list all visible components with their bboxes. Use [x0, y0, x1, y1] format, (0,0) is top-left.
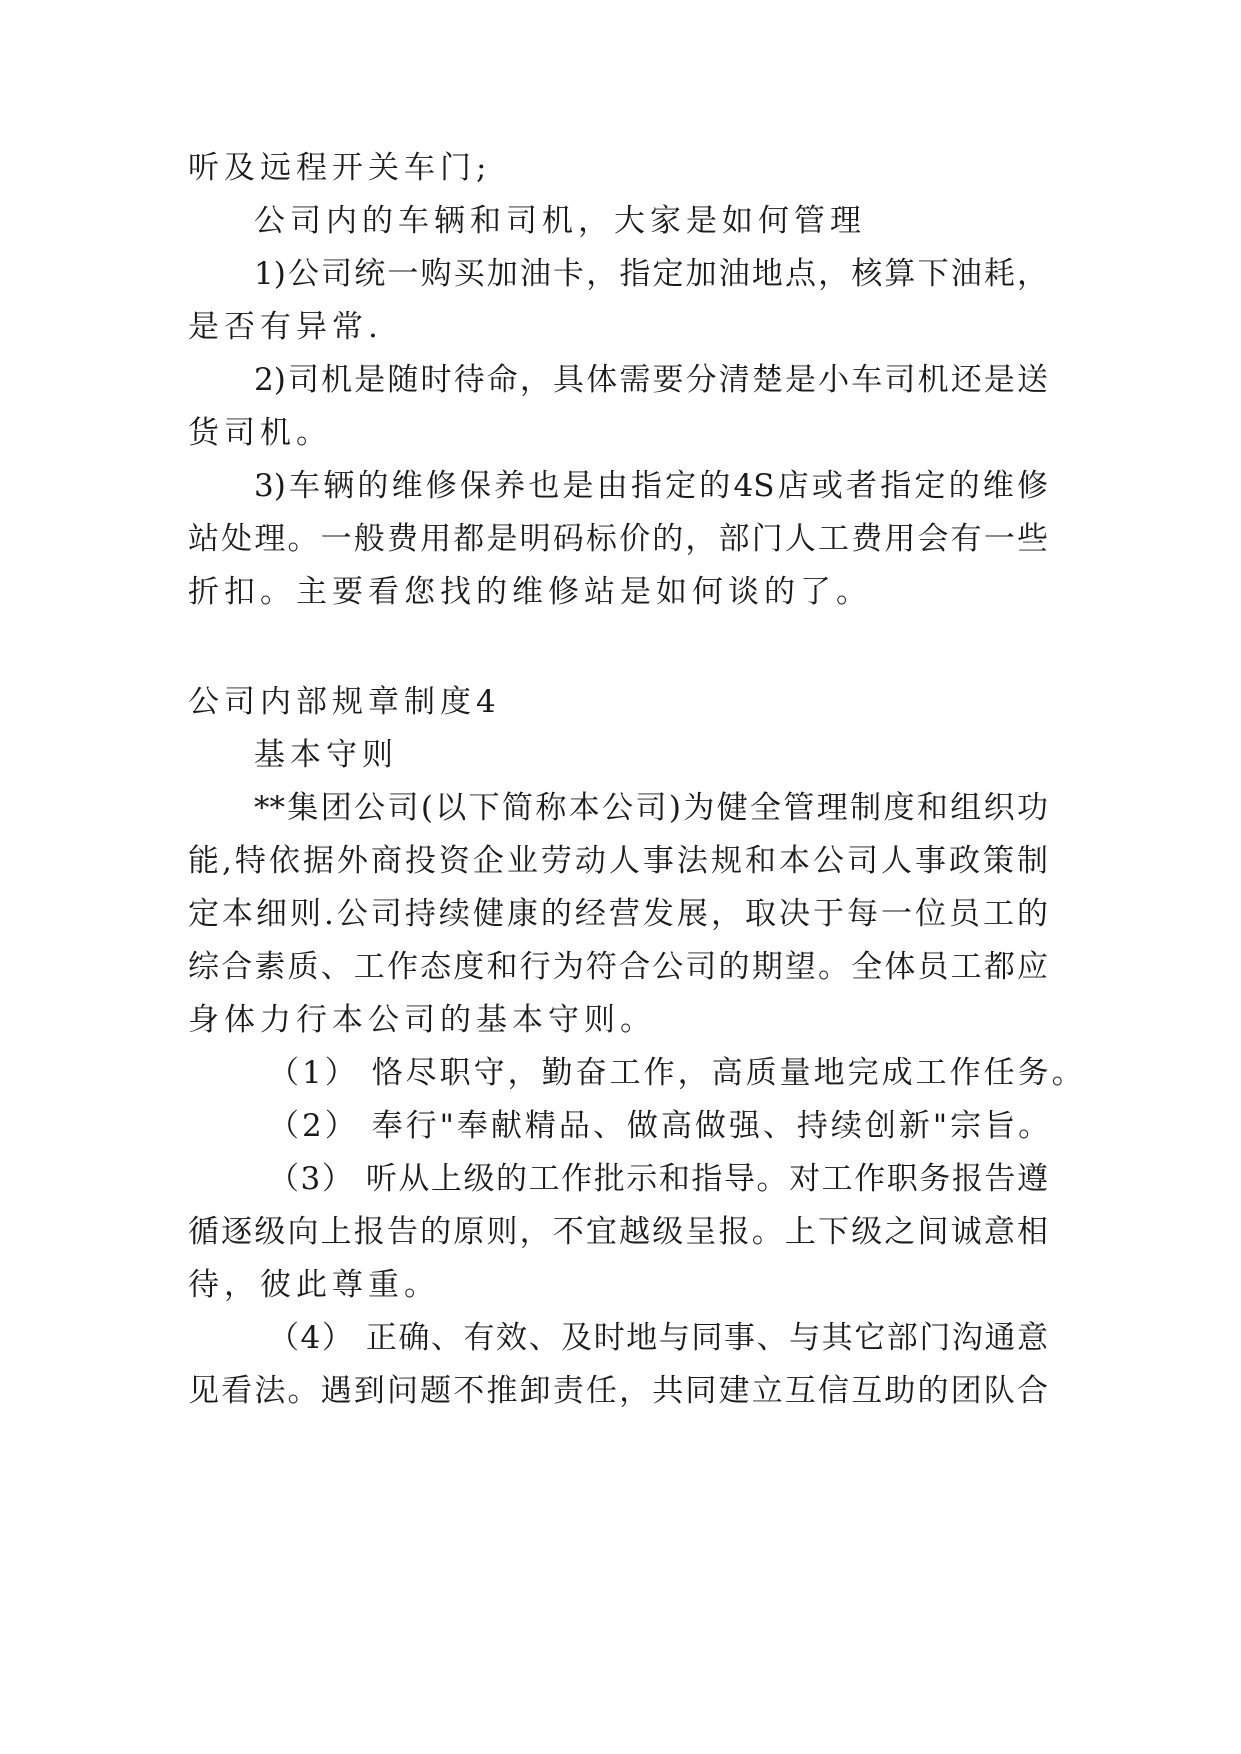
text-line-6: 货司机。	[188, 415, 332, 451]
text-line-14: 定本细则.公司持续健康的经营发展，取决于每一位员工的	[188, 896, 1048, 932]
text-line-15: 综合素质、工作态度和行为符合公司的期望。全体员工都应	[188, 949, 1048, 985]
text-line-12: **集团公司(以下简称本公司)为健全管理制度和组织功	[254, 790, 1048, 826]
text-line-21: 待，彼此尊重。	[188, 1267, 440, 1303]
text-line-9: 折扣。主要看您找的维修站是如何谈的了。	[188, 574, 872, 610]
text-line-7: 3)车辆的维修保养也是由指定的4S店或者指定的维修	[254, 468, 1048, 504]
text-line-20: 循逐级向上报告的原则，不宜越级呈报。上下级之间诚意相	[188, 1214, 1048, 1250]
text-line-13: 能,特依据外商投资企业劳动人事法规和本公司人事政策制	[188, 843, 1048, 879]
subsection-heading: 基本守则	[254, 737, 398, 773]
text-line-23: 见看法。遇到问题不推卸责任，共同建立互信互助的团队合	[188, 1373, 1048, 1409]
section-heading: 公司内部规章制度4	[188, 684, 501, 720]
rule-item-4: （4） 正确、有效、及时地与同事、与其它部门沟通意	[268, 1320, 1048, 1356]
text-line-16: 身体力行本公司的基本守则。	[188, 1002, 656, 1038]
rule-item-1: （1） 恪尽职守，勤奋工作，高质量地完成工作任务。	[268, 1055, 1086, 1091]
rule-item-3: （3） 听从上级的工作批示和指导。对工作职务报告遵	[268, 1161, 1048, 1197]
rule-item-2: （2） 奉行"奉献精品、做高做强、持续创新"宗旨。	[268, 1108, 1053, 1144]
text-line-8: 站处理。一般费用都是明码标价的，部门人工费用会有一些	[188, 521, 1048, 557]
text-line-4: 是否有异常.	[188, 309, 383, 345]
text-line-1: 听及远程开关车门;	[188, 150, 492, 186]
text-line-2: 公司内的车辆和司机，大家是如何管理	[254, 203, 866, 239]
text-line-3: 1)公司统一购买加油卡，指定加油地点，核算下油耗，	[254, 256, 1048, 292]
text-line-5: 2)司机是随时待命，具体需要分清楚是小车司机还是送	[254, 362, 1048, 398]
